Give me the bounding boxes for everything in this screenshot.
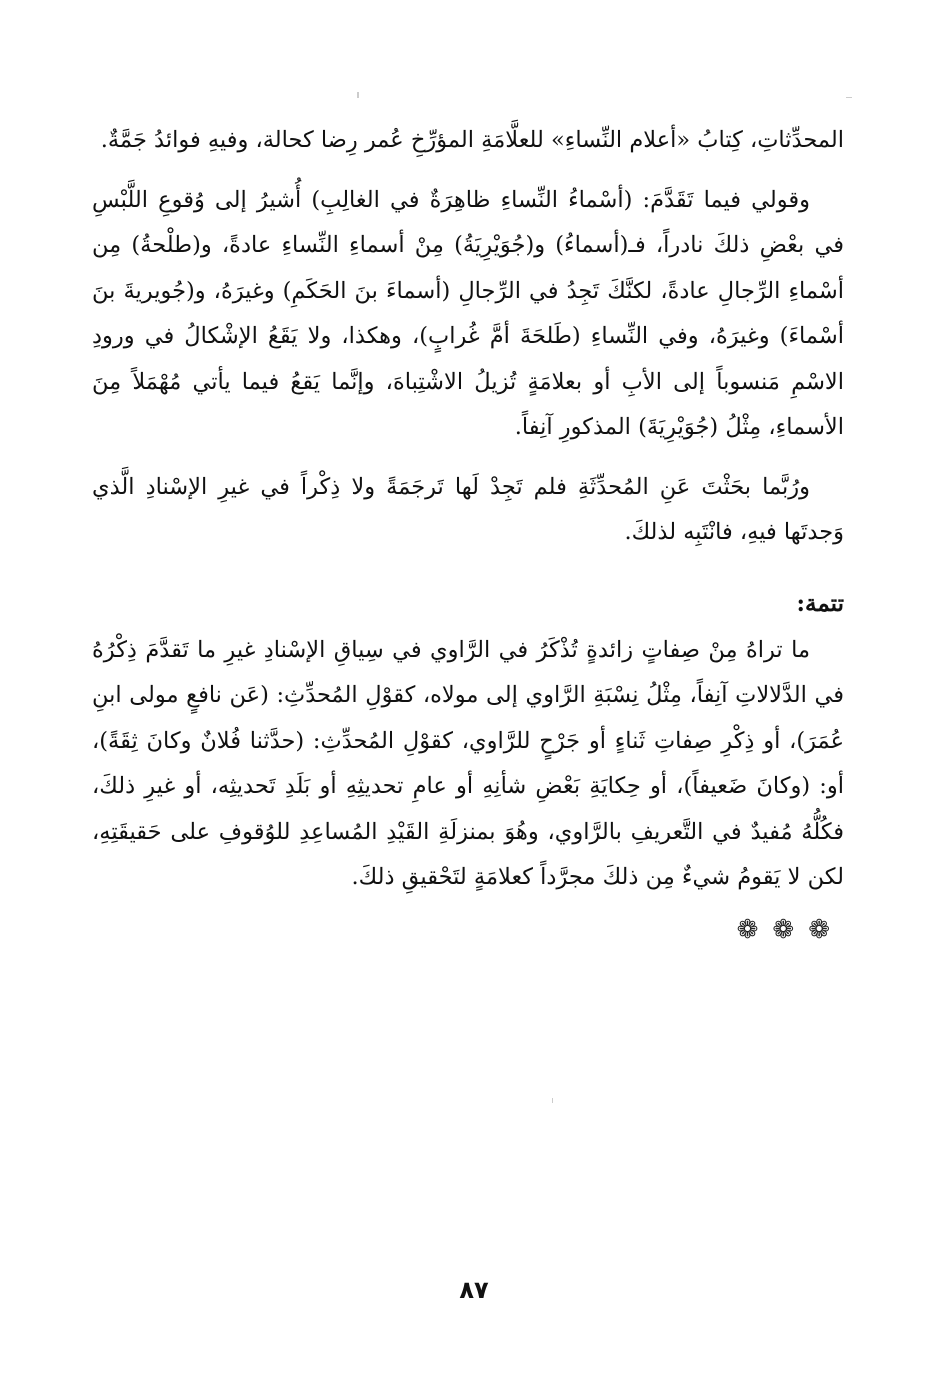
paragraph-tatimma: ما تراهُ مِنْ صِفاتٍ زائدةٍ تُذْكَرُ في الرَّاوي في سِياقِ الإسْنادِ غيرِ ما تَقدَّمَ ذِكْرُهُ في الدَّلالاتِ آنِفاً، مِثْلُ نِسْبَةِ الرَّاوي إلى مولاه، كقوْلِ المُحدِّثِ: (عَن نافعٍ مولى ابنِ عُمَرَ)، أو ذِكْرِ صِفاتِ ثَناءٍ أو جَرْحٍ للرَّاوي، كقوْلِ المُحدِّثِ: (حدَّثنا فُلانٌ وكانَ ثِقَةً)، أو: (وكانَ ضَعيفاً)، أو حِكايَةِ بَعْضِ شأنِهِ أو عامِ تحديثِهِ أو بَلَدِ تَحديثِه، أو غيرِ ذلكَ، فكُلُّهُ مُفيدٌ في التَّعريفِ بالرَّاوي، وهُوَ بمنزلَةِ القَيْدِ المُساعِدِ للوُقوفِ على حَقيقَتِهِ، لكن لا يَقومُ شيءٌ مِن ذلكَ مجرَّداً كعلامَةٍ لتَحْقيقِ ذلكَ. (92, 636, 844, 890)
paragraph-search-note: ورُبَّما بحَثْتَ عَنِ المُحدِّثَةِ فلم تَجِدْ لَها تَرجَمَةً ولا ذِكْراً في غيرِ الإسْنادِ الَّذي وَجدتَها فيهِ، فانْتَبِه لذلكَ. (92, 473, 844, 545)
book-page-body (92, 118, 844, 945)
paragraph-names-ambiguity: وقولي فيما تَقَدَّمَ: (أسْماءُ النِّساءِ ظاهِرَةٌ في الغالِبِ) أُشيرُ إلى وُقوعِ اللَّبْسِ في بعْضِ ذلكَ نادراً، فـ(أسماءُ) و(جُوَيْرِيَةُ) مِنْ أسماءِ النِّساءِ عادةً، و(طلْحةُ) مِن أسْماءِ الرِّجالِ عادةً، لكنَّكَ تَجِدُ في الرِّجالِ (أسماءَ بنَ الحَكَمِ) وغيرَهُ، و(جُويريةَ بنَ أسْماءَ) وغيرَهُ، وفي النِّساءِ (طَلحَةَ أمَّ غُرابٍ)، وهكذا، ولا يَقَعُ الإشْكالُ في ورودِ الاسْمِ مَنسوباً إلى الأبِ أو بعلامَةٍ تُزيلُ الاشْتِباهَ، وإنَّما يَقعُ فيما يأتي مُهْمَلاً مِنَ الأسماءِ، مِثْلُ (جُوَيْرِيَةَ) المذكورِ آنِفاً. (92, 186, 844, 440)
section-heading: تتمة: (796, 589, 844, 617)
scan-speck (846, 97, 852, 98)
scan-speck (552, 1098, 553, 1103)
section-end-ornaments (92, 915, 844, 945)
flower-ornament-icon: ❁ (736, 914, 773, 945)
paragraph-continuation: المحدِّثاتِ، كِتابُ «أعلام النِّساءِ» للعلَّامَةِ المؤرِّخِ عُمر رِضا كحالة، وفيهِ فوائدُ جَمَّةٌ. (100, 127, 844, 153)
flower-ornament-icon: ❁ (808, 914, 844, 945)
page-number: ٨٧ (459, 1276, 489, 1304)
scan-speck (357, 92, 359, 98)
flower-ornament-icon: ❁ (772, 914, 809, 945)
